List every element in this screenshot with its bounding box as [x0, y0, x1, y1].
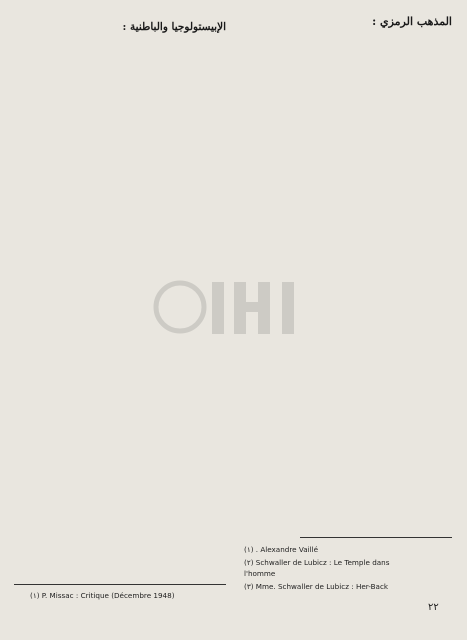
footnote-divider-left: [14, 584, 226, 585]
right-column: [240, 14, 452, 34]
section-subheading: الإبيستولوجيا والباطنية :: [122, 21, 226, 33]
watermark-logo-icon: [150, 262, 320, 357]
footnote-left-1: (١) P. Missac : Critique (Décembre 1948): [30, 591, 175, 600]
page-number: ٢٢: [428, 602, 439, 613]
footnote-divider-right: [300, 537, 452, 538]
footnote-3: (٣) Mme. Schwaller de Lubicz : Her-Back: [244, 582, 389, 591]
left-column: [14, 14, 226, 39]
section-heading: المذهب الرمزي :: [372, 15, 452, 28]
footnote-2-continued: l'homme: [244, 569, 276, 578]
footnote-1: (١) . Alexandre Vaillé: [244, 545, 319, 554]
footnote-2: (٢) Schwaller de Lubicz : Le Temple dans: [244, 558, 390, 567]
